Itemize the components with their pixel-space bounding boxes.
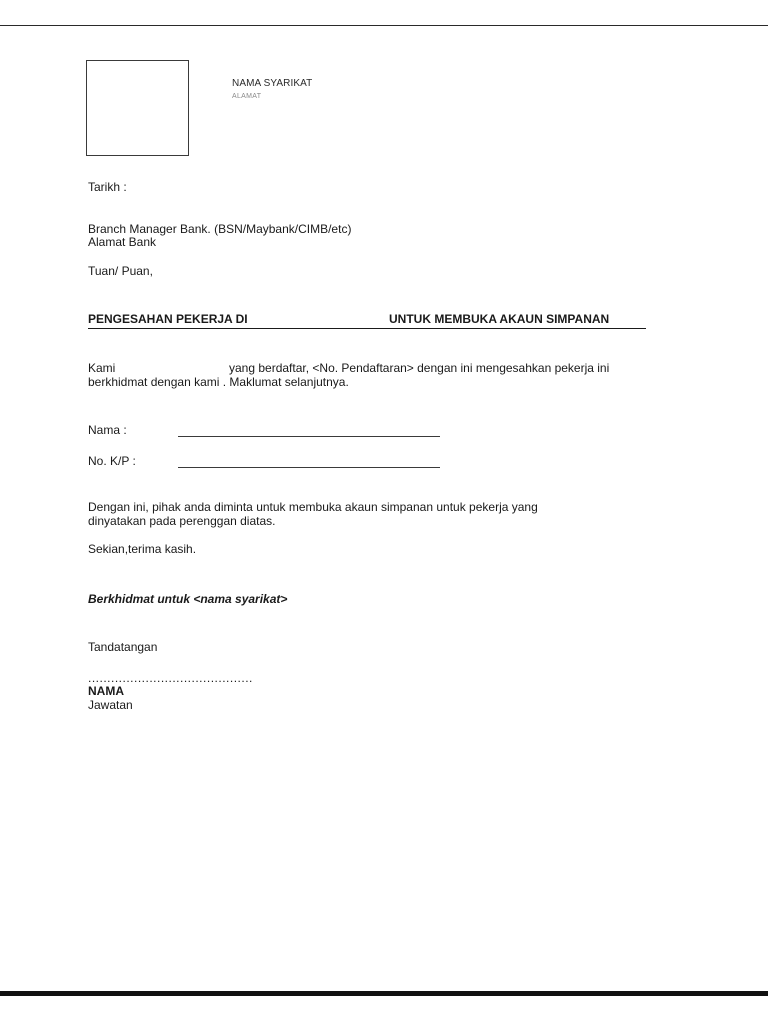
service-line: Berkhidmat untuk <nama syarikat> (88, 592, 288, 606)
request-word: ini, (133, 500, 149, 514)
date-label: Tarikh : (88, 180, 127, 194)
subject-part-2: UNTUK MEMBUKA AKAUN SIMPANAN (389, 312, 610, 326)
request-word: pihak (152, 500, 181, 514)
field-nama-blank (178, 436, 440, 437)
signature-dotted-line: ........................................... (88, 671, 253, 685)
bottom-divider (0, 991, 768, 996)
signer-name: NAMA (88, 684, 124, 698)
request-word: Dengan (88, 500, 131, 514)
subject-part-1: PENGESAHAN PEKERJA DI (88, 312, 248, 326)
field-kp-label: No. K/P : (88, 454, 136, 468)
request-paragraph (88, 500, 679, 528)
recipient-line-2: Alamat Bank (88, 235, 157, 249)
request-word: diminta (214, 500, 253, 514)
subject-underline (88, 328, 646, 329)
request-word: membuka (288, 500, 342, 514)
request-word: anda (184, 500, 211, 514)
request-word: untuk (256, 500, 286, 514)
request-word: simpanan (380, 500, 433, 514)
intro-line-1: yang berdaftar, <No. Pendaftaran> dengan ini mengesahkan pekerja ini (229, 361, 610, 375)
request-line-1 (88, 500, 679, 514)
letter-subject (88, 312, 646, 328)
intro-paragraph (88, 361, 679, 389)
company-address: ALAMAT (232, 93, 262, 100)
top-divider (0, 25, 768, 26)
field-kp-blank (178, 467, 440, 468)
request-word: pekerja (469, 500, 509, 514)
company-name: NAMA SYARIKAT (232, 78, 313, 89)
request-line-2: dinyatakan pada perenggan diatas. (88, 514, 276, 528)
intro-line-2: berkhidmat dengan kami . Maklumat selanjutnya. (88, 375, 349, 389)
signer-title: Jawatan (88, 698, 133, 712)
request-word: yang (511, 500, 538, 514)
company-logo-placeholder (86, 60, 189, 156)
closing-line: Sekian,terima kasih. (88, 542, 197, 556)
signature-label: Tandatangan (88, 640, 158, 654)
request-word: akaun (344, 500, 378, 514)
recipient-line-1: Branch Manager Bank. (BSN/Maybank/CIMB/etc) (88, 222, 352, 236)
request-word: untuk (436, 500, 466, 514)
field-nama-label: Nama : (88, 423, 127, 437)
salutation: Tuan/ Puan, (88, 264, 153, 278)
intro-kami: Kami (88, 361, 116, 375)
